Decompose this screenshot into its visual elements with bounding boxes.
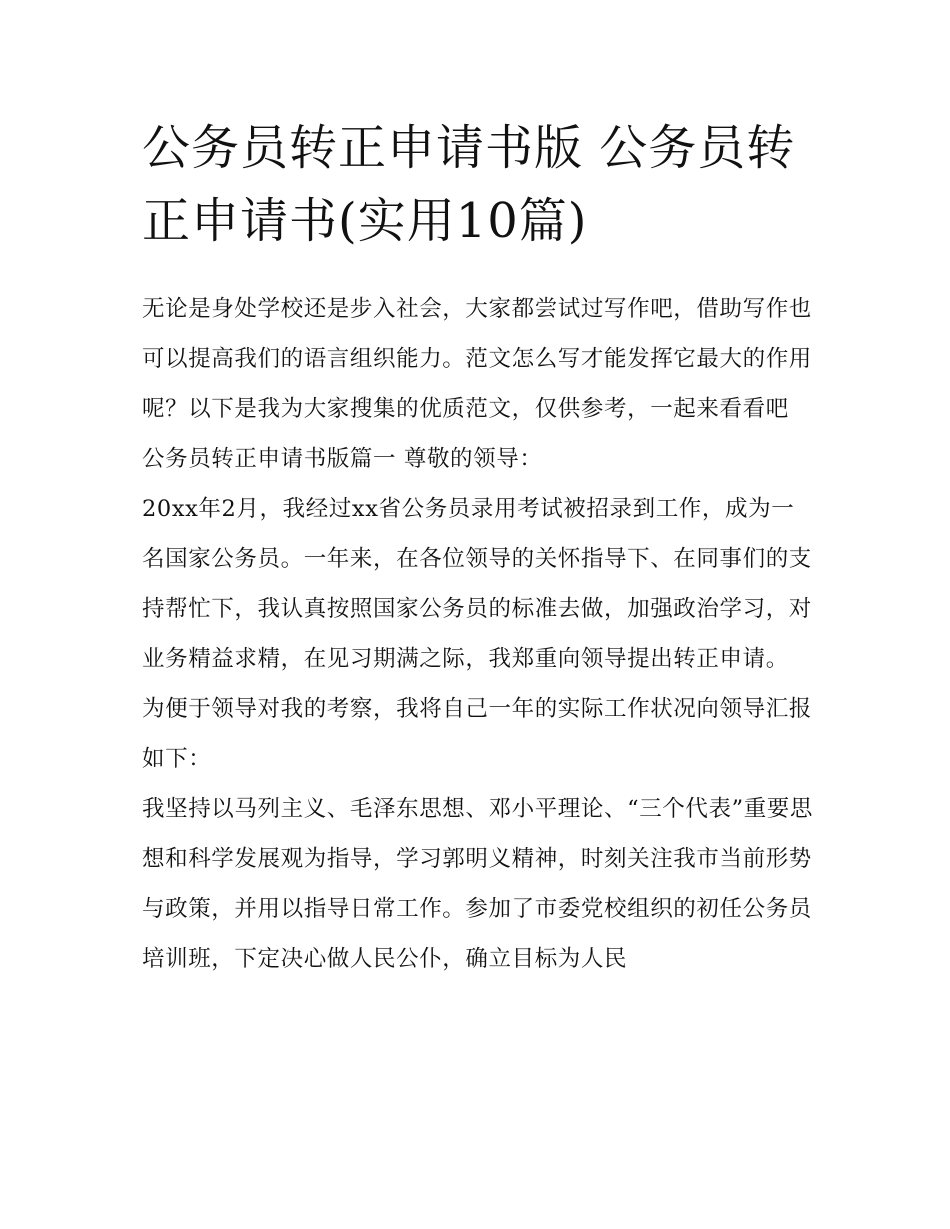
document-title: 公务员转正申请书版 公务员转正申请书(实用10篇) [142,120,796,249]
intro-paragraph: 无论是身处学校还是步入社会，大家都尝试过写作吧，借助写作也可以提高我们的语言组织能力。范文怎么写才能发挥它最大的作用呢？以下是我为大家搜集的优质范文，仅供参考，一起来看看吧 [142,296,812,422]
body-paragraph: 为便于领导对我的考察，我将自己一年的实际工作状况向领导汇报如下： [142,696,812,772]
body-paragraph: 我坚持以马列主义、毛泽东思想、邓小平理论、“三个代表”重要思想和科学发展观为指导，学习郭明义精神，时刻关注我市当前形势与政策，并用以指导日常工作。参加了市委党校组织的初任公务员培训班，下定决心做人民公仆，确立目标为人民 [142,796,814,972]
salutation-paragraph: 公务员转正申请书版篇一 尊敬的领导： [142,446,543,472]
body-paragraph: 20xx年2月，我经过xx省公务员录用考试被招录到工作，成为一名国家公务员。一年来，在各位领导的关怀指导下、在同事们的支持帮忙下，我认真按照国家公务员的标准去做，加强政治学习，对业务精益求精，在见习期满之际，我郑重向领导提出转正申请。 [142,496,812,672]
document-body [142,284,814,984]
